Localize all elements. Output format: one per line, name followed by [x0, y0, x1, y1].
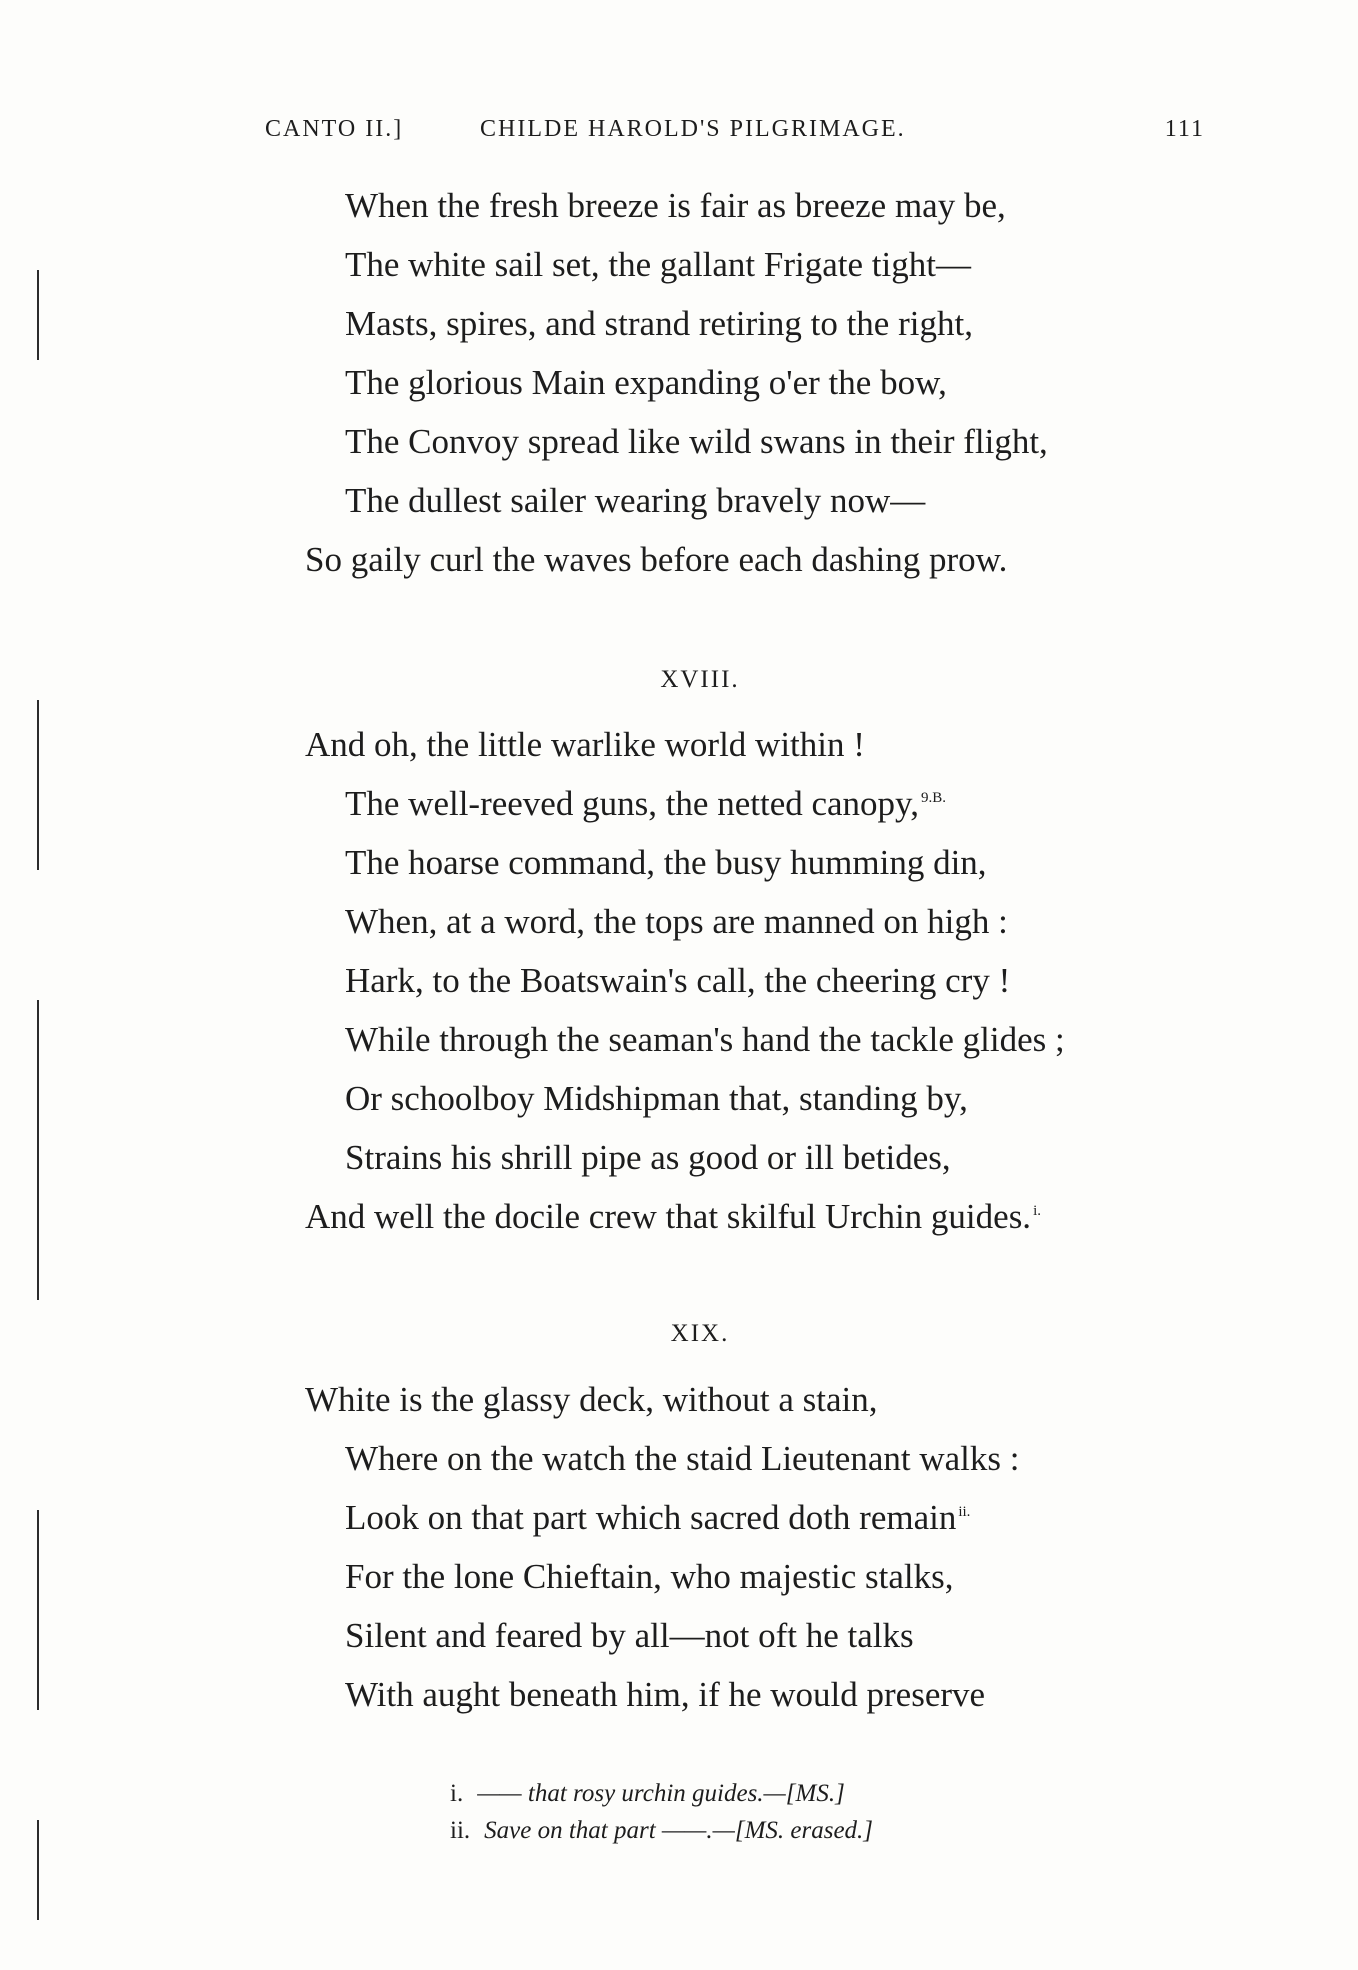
verse-line: When the fresh breeze is fair as breeze may be, [345, 186, 1006, 225]
verse-line [345, 786, 946, 821]
note-reference: ii. [958, 1504, 971, 1521]
verse-text: Look on that part which sacred doth remain [345, 1498, 957, 1537]
verse-line: When, at a word, the tops are manned on high : [345, 902, 1008, 941]
margin-scan-mark [37, 1820, 39, 1920]
footnote-marker: ii. [450, 1817, 471, 1844]
header-canto: CANTO II.] [265, 116, 404, 142]
verse-text: The well-reeved guns, the netted canopy, [345, 784, 920, 823]
verse-line: The dullest sailer wearing bravely now— [345, 481, 926, 520]
margin-scan-mark [37, 1000, 39, 1300]
verse-line: The Convoy spread like wild swans in their flight, [345, 422, 1048, 461]
stanza-number: XIX. [670, 1320, 730, 1347]
verse-line: Where on the watch the staid Lieutenant walks : [345, 1439, 1020, 1478]
verse-line: Strains his shrill pipe as good or ill betides, [345, 1138, 951, 1177]
verse-line: While through the seaman's hand the tackle glides ; [345, 1020, 1065, 1059]
verse-line: So gaily curl the waves before each dashing prow. [305, 540, 1008, 579]
verse-line: Silent and feared by all—not oft he talks [345, 1616, 914, 1655]
running-header [265, 116, 1205, 156]
margin-scan-mark [37, 1510, 39, 1710]
verse-text: And well the docile crew that skilful Urchin guides. [305, 1197, 1032, 1236]
header-title: CHILDE HAROLD'S PILGRIMAGE. [480, 116, 906, 142]
margin-scan-mark [37, 270, 39, 360]
footnote [450, 1780, 845, 1808]
verse-line: The hoarse command, the busy humming din, [345, 843, 987, 882]
verse-line: Or schoolboy Midshipman that, standing by, [345, 1079, 968, 1118]
verse-line: The white sail set, the gallant Frigate tight— [345, 245, 971, 284]
verse-line: Hark, to the Boatswain's call, the cheering cry ! [345, 961, 1011, 1000]
margin-scan-mark [37, 700, 39, 870]
footnote [450, 1817, 873, 1845]
page-number: 111 [1164, 116, 1205, 142]
verse-line: Masts, spires, and strand retiring to the right, [345, 304, 973, 343]
note-reference: i. [1033, 1203, 1041, 1220]
verse-line: For the lone Chieftain, who majestic stalks, [345, 1557, 954, 1596]
verse-line [345, 1500, 970, 1535]
verse-line: White is the glassy deck, without a stain, [305, 1380, 878, 1419]
footnote-text: —— that rosy urchin guides.—[MS.] [477, 1780, 845, 1807]
verse-line [305, 1199, 1041, 1234]
verse-line: The glorious Main expanding o'er the bow, [345, 363, 947, 402]
verse-line: With aught beneath him, if he would preserve [345, 1675, 986, 1714]
footnote-marker: i. [450, 1780, 464, 1807]
note-reference: 9.B. [921, 790, 947, 807]
verse-line: And oh, the little warlike world within ! [305, 725, 865, 764]
stanza-number: XVIII. [660, 666, 740, 693]
footnote-text: Save on that part ——.—[MS. erased.] [484, 1817, 874, 1844]
